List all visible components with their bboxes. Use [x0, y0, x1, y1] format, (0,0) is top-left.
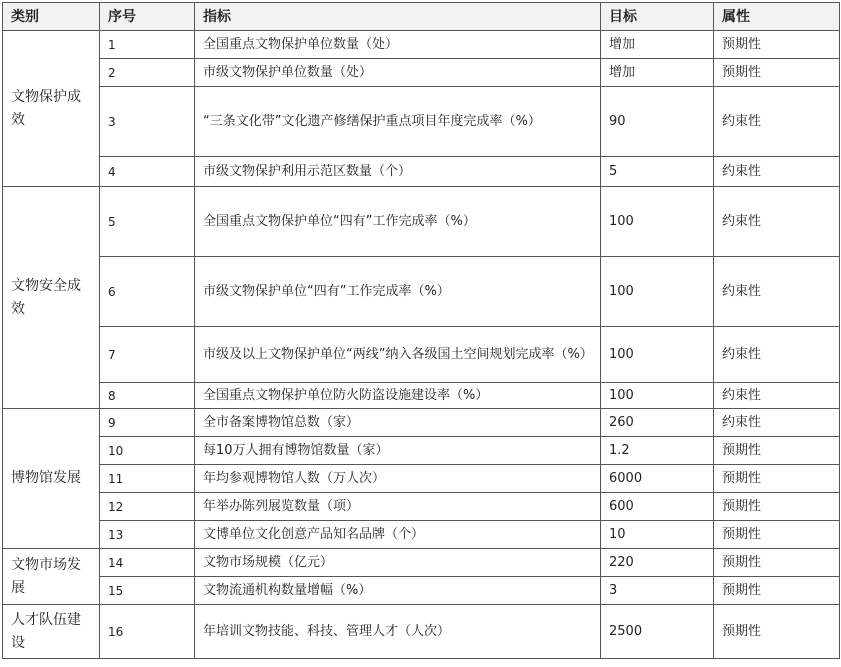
table-row — [3, 521, 840, 549]
target-cell: 10 — [601, 521, 714, 549]
row-number: 16 — [100, 605, 195, 659]
row-number: 14 — [100, 549, 195, 577]
attribute-cell: 约束性 — [714, 327, 840, 383]
attribute-cell: 预期性 — [714, 59, 840, 87]
row-number: 12 — [100, 493, 195, 521]
target-cell: 220 — [601, 549, 714, 577]
table-row — [3, 31, 840, 59]
indicator-cell: 全国重点文物保护单位数量（处） — [195, 31, 601, 59]
attribute-cell: 预期性 — [714, 493, 840, 521]
indicator-cell: 市级文物保护单位数量（处） — [195, 59, 601, 87]
target-cell: 90 — [601, 87, 714, 157]
indicator-cell: 市级文物保护利用示范区数量（个） — [195, 157, 601, 187]
indicator-cell: 年举办陈列展览数量（项） — [195, 493, 601, 521]
table-row — [3, 87, 840, 157]
header-attribute: 属性 — [714, 3, 840, 31]
indicator-cell: 市级文物保护单位“四有”工作完成率（%） — [195, 257, 601, 327]
attribute-cell: 预期性 — [714, 549, 840, 577]
attribute-cell: 约束性 — [714, 187, 840, 257]
table-row — [3, 493, 840, 521]
target-cell: 2500 — [601, 605, 714, 659]
attribute-cell: 约束性 — [714, 409, 840, 437]
row-number: 6 — [100, 257, 195, 327]
attribute-cell: 约束性 — [714, 383, 840, 409]
indicator-cell: 文博单位文化创意产品知名品牌（个） — [195, 521, 601, 549]
attribute-cell: 约束性 — [714, 257, 840, 327]
row-number: 1 — [100, 31, 195, 59]
table-row — [3, 157, 840, 187]
row-number: 10 — [100, 437, 195, 465]
table-row — [3, 549, 840, 577]
indicator-cell: “三条文化带”文化遗产修缮保护重点项目年度完成率（%） — [195, 87, 601, 157]
header-target: 目标 — [601, 3, 714, 31]
category-cell: 文物保护成效 — [3, 31, 100, 187]
attribute-cell: 预期性 — [714, 521, 840, 549]
attribute-cell: 预期性 — [714, 31, 840, 59]
target-cell: 6000 — [601, 465, 714, 493]
category-cell: 博物馆发展 — [3, 409, 100, 549]
row-number: 4 — [100, 157, 195, 187]
indicator-cell: 年均参观博物馆人数（万人次） — [195, 465, 601, 493]
header-indicator: 指标 — [195, 3, 601, 31]
target-cell: 260 — [601, 409, 714, 437]
table-row — [3, 59, 840, 87]
header-category: 类别 — [3, 3, 100, 31]
indicator-cell: 全国重点文物保护单位防火防盗设施建设率（%） — [195, 383, 601, 409]
row-number: 8 — [100, 383, 195, 409]
indicator-cell: 文物市场规模（亿元） — [195, 549, 601, 577]
category-cell: 文物安全成效 — [3, 187, 100, 409]
indicator-cell: 文物流通机构数量增幅（%） — [195, 577, 601, 605]
attribute-cell: 预期性 — [714, 605, 840, 659]
row-number: 15 — [100, 577, 195, 605]
attribute-cell: 预期性 — [714, 465, 840, 493]
row-number: 5 — [100, 187, 195, 257]
table-row — [3, 605, 840, 659]
indicator-cell: 市级及以上文物保护单位“两线”纳入各级国土空间规划完成率（%） — [195, 327, 601, 383]
target-cell: 100 — [601, 383, 714, 409]
indicator-cell: 每10万人拥有博物馆数量（家） — [195, 437, 601, 465]
category-cell: 人才队伍建设 — [3, 605, 100, 659]
target-cell: 100 — [601, 187, 714, 257]
row-number: 2 — [100, 59, 195, 87]
target-cell: 增加 — [601, 59, 714, 87]
category-cell: 文物市场发展 — [3, 549, 100, 605]
target-cell: 5 — [601, 157, 714, 187]
indicator-cell: 全国重点文物保护单位“四有”工作完成率（%） — [195, 187, 601, 257]
target-cell: 600 — [601, 493, 714, 521]
table-header-row — [3, 3, 840, 31]
table-row — [3, 257, 840, 327]
row-number: 3 — [100, 87, 195, 157]
table-row — [3, 327, 840, 383]
table-row — [3, 437, 840, 465]
table-row — [3, 383, 840, 409]
target-cell: 增加 — [601, 31, 714, 59]
attribute-cell: 约束性 — [714, 87, 840, 157]
row-number: 9 — [100, 409, 195, 437]
header-number: 序号 — [100, 3, 195, 31]
attribute-cell: 预期性 — [714, 577, 840, 605]
target-cell: 1.2 — [601, 437, 714, 465]
indicator-table — [2, 2, 840, 659]
target-cell: 100 — [601, 257, 714, 327]
table-row — [3, 577, 840, 605]
indicator-cell: 年培训文物技能、科技、管理人才（人次） — [195, 605, 601, 659]
table-row — [3, 409, 840, 437]
table-row — [3, 187, 840, 257]
attribute-cell: 预期性 — [714, 437, 840, 465]
row-number: 11 — [100, 465, 195, 493]
row-number: 13 — [100, 521, 195, 549]
indicator-cell: 全市备案博物馆总数（家） — [195, 409, 601, 437]
attribute-cell: 约束性 — [714, 157, 840, 187]
target-cell: 3 — [601, 577, 714, 605]
row-number: 7 — [100, 327, 195, 383]
table-row — [3, 465, 840, 493]
target-cell: 100 — [601, 327, 714, 383]
